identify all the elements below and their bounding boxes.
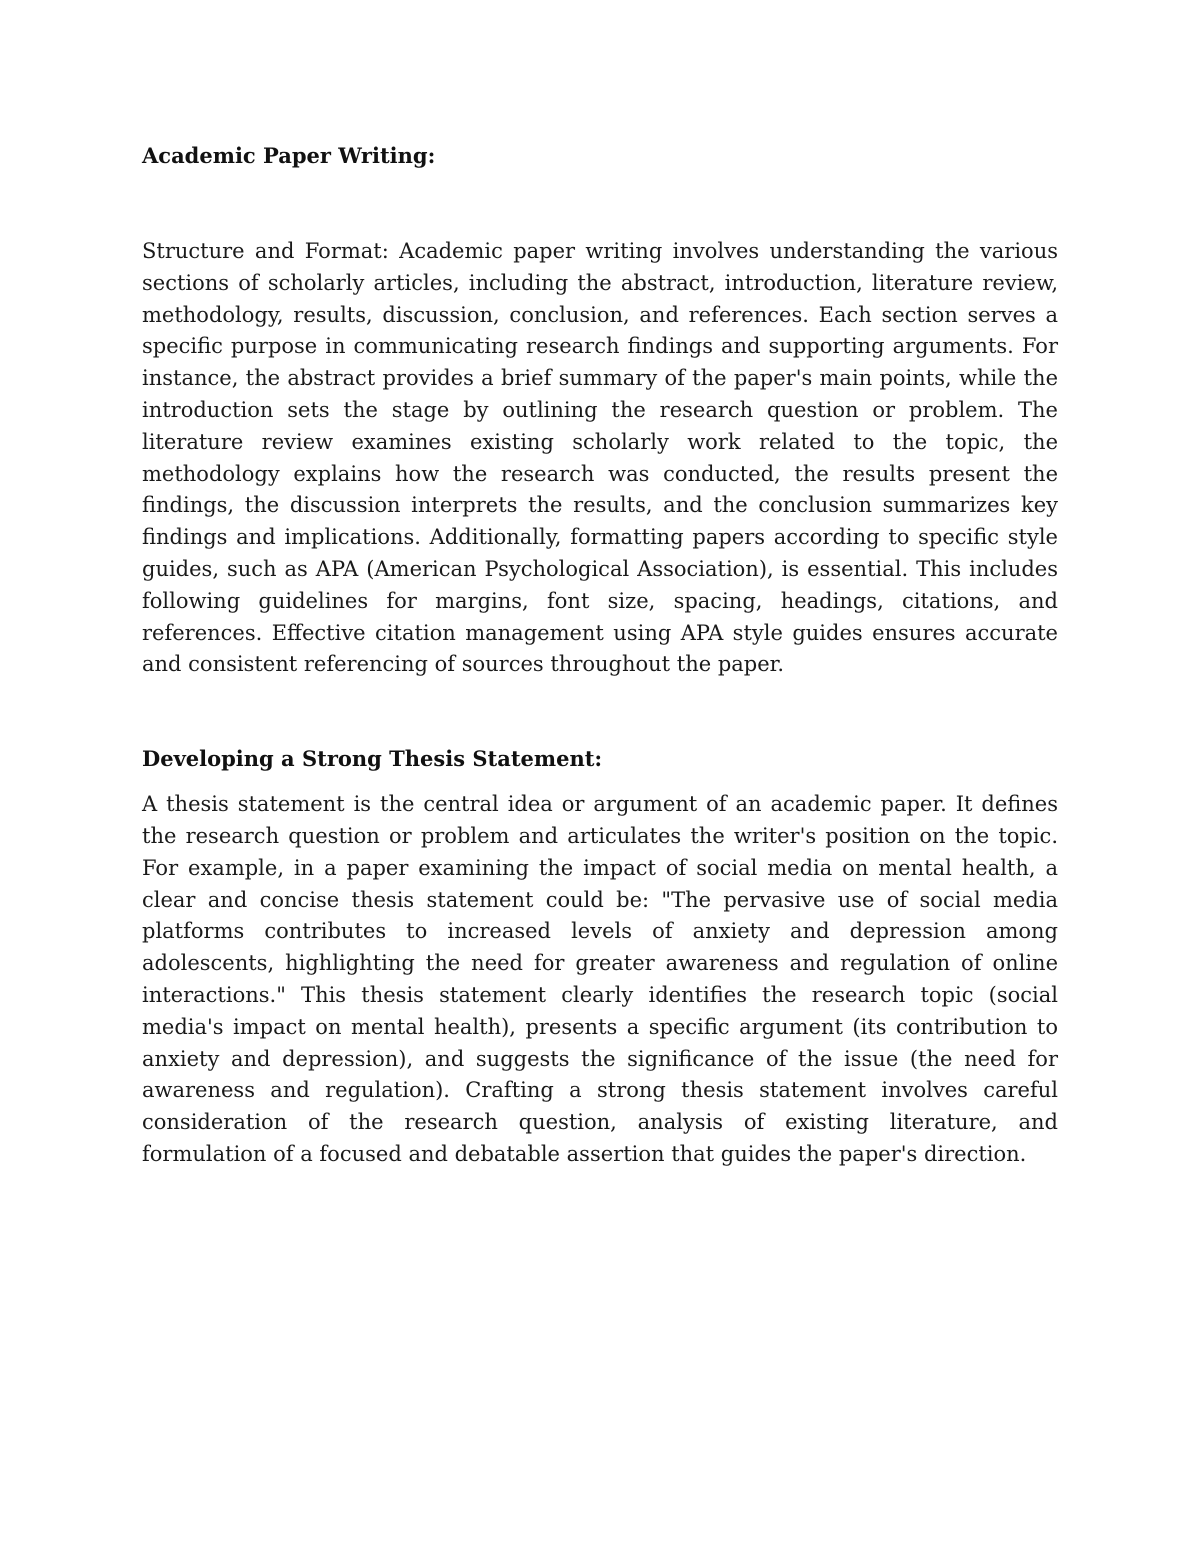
- section-heading-academic-paper-writing: Academic Paper Writing:: [142, 143, 436, 168]
- section-paragraph-structure-and-format: Structure and Format: Academic paper writing involves understanding the various sections of scholarly articles, including the abstract, introduction, literature review, methodology, results, discussion, conclusion, and references. Each section serves a specific purpose in communicating research findings and supporting arguments. For instance, the abstract provides a brief summary of the paper's main points, while the introduction sets the stage by outlining the research question or problem. The literature review examines existing scholarly work related to the topic, the methodology explains how the research was conducted, the results present the findings, the discussion interprets the results, and the conclusion summarizes key findings and implications. Additionally, formatting papers according to specific style guides, such as APA (American Psychological Association), is essential. This includes following guidelines for margins, font size, spacing, headings, citations, and references. Effective citation management using APA style guides ensures accurate and consistent referencing of sources throughout the paper.: [142, 239, 1058, 677]
- section-paragraph-thesis-statement: A thesis statement is the central idea or argument of an academic paper. It defines the research question or problem and articulates the writer's position on the topic. For example, in a paper examining the impact of social media on mental health, a clear and concise thesis statement could be: "The pervasive use of social media platforms contributes to increased levels of anxiety and depression among adolescents, highlighting the need for greater awareness and regulation of online interactions." This thesis statement clearly identifies the research topic (social media's impact on mental health), presents a specific argument (its contribution to anxiety and depression), and suggests the significance of the issue (the need for awareness and regulation). Crafting a strong thesis statement involves careful consideration of the research question, analysis of existing literature, and formulation of a focused and debatable assertion that guides the paper's direction.: [142, 792, 1058, 1166]
- document-content: [142, 140, 1058, 1171]
- section-heading-thesis-statement: Developing a Strong Thesis Statement:: [142, 746, 603, 772]
